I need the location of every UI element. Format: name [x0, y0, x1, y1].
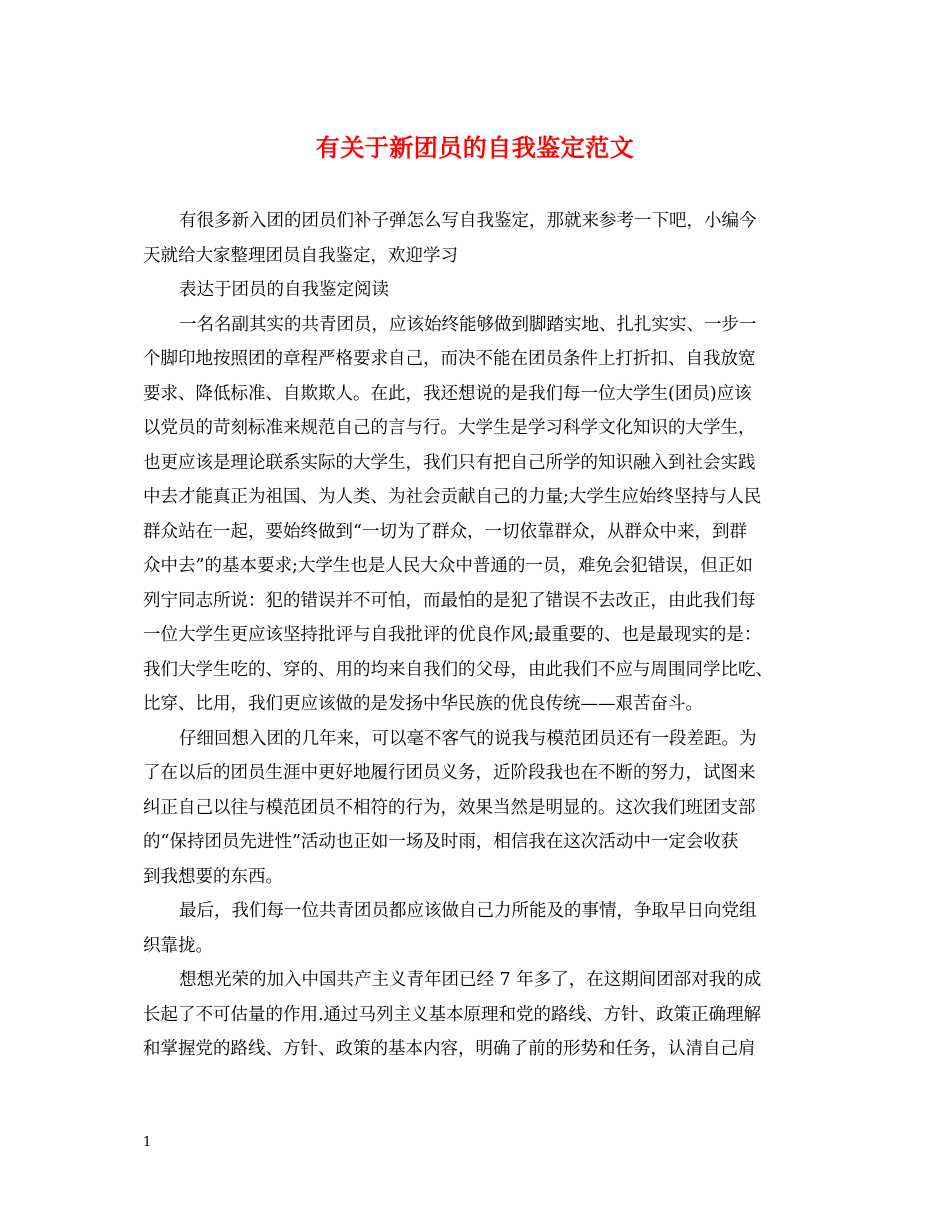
- text-line: 的“保持团员先进性”活动也正如一场及时雨，相信我在这次活动中一定会收获: [143, 832, 739, 852]
- document-body: [143, 204, 823, 1067]
- text-line: 织靠拢。: [143, 935, 213, 956]
- text-line: 长起了不可估量的作用.通过马列主义基本原理和党的路线、方针、政策正确理解: [143, 1004, 762, 1025]
- text-line: 以党员的苛刻标准来规范自己的言与行。大学生是学习科学文化知识的大学生，: [143, 418, 756, 438]
- page-number: 1: [143, 1135, 152, 1150]
- text-line: 个脚印地按照团的章程严格要求自己，而决不能在团员条件上打折扣、自我放宽: [143, 349, 756, 369]
- text-line: 有很多新入团的团员们补子弹怎么写自我鉴定，那就来参考一下吧，小编今: [179, 211, 757, 231]
- text-line: 群众站在一起，要始终做到“一切为了群众，一切依靠群众，从群众中来，到群: [143, 521, 747, 542]
- text-line: 到我想要的东西。: [143, 866, 283, 887]
- text-line: 也更应该是理论联系实际的大学生，我们只有把自己所学的知识融入到社会实践: [143, 452, 756, 473]
- text-line: 中去才能真正为祖国、为人类、为社会贡献自己的力量;大学生应始终坚持与人民: [143, 487, 762, 507]
- text-line: 和掌握党的路线、方针、政策的基本内容，明确了前的形势和任务，认清自己肩: [143, 1039, 756, 1059]
- text-line: 纠正自己以往与模范团员不相符的行为，效果当然是明显的。这次我们班团支部: [143, 797, 756, 818]
- text-line: 一位大学生更应该坚持批评与自我批评的优良作风;最重要的、也是最现实的是：: [143, 625, 762, 645]
- text-line: 一名名副其实的共青团员，应该始终能够做到脚踏实地、扎扎实实、一步一: [179, 314, 757, 335]
- text-line: 最后，我们每一位共青团员都应该做自己力所能及的事情，争取早日向党组: [179, 901, 757, 921]
- text-line: 了在以后的团员生涯中更好地履行团员义务，近阶段我也在不断的努力，试图来: [143, 763, 756, 783]
- text-line: 比穿、比用，我们更应该做的是发扬中华民族的优良传统——艰苦奋斗。: [143, 694, 703, 714]
- document-title: 有关于新团员的自我鉴定范文: [315, 133, 635, 162]
- text-line: 仔细回想入团的几年来，可以毫不客气的说我与模范团员还有一段差距。为: [179, 728, 757, 749]
- text-line: 我们大学生吃的、穿的、用的均来自我们的父母，由此我们不应与周围同学比吃、: [143, 659, 773, 680]
- text-line: 天就给大家整理团员自我鉴定，欢迎学习: [143, 245, 458, 266]
- text-line: 众中去”的基本要求;大学生也是人民大众中普通的一员，难免会犯错误，但正如: [143, 556, 753, 576]
- text-line: 想想光荣的加入中国共产主义青年团已经 7 年多了，在这期间团部对我的成: [179, 970, 762, 990]
- text-line: 要求、降低标准、自欺欺人。在此，我还想说的是我们每一位大学生(团员)应该: [143, 383, 752, 404]
- text-line: 表达于团员的自我鉴定阅读: [179, 280, 389, 300]
- text-line: 列宁同志所说：犯的错误并不可怕，而最怕的是犯了错误不去改正，由此我们每: [143, 590, 756, 611]
